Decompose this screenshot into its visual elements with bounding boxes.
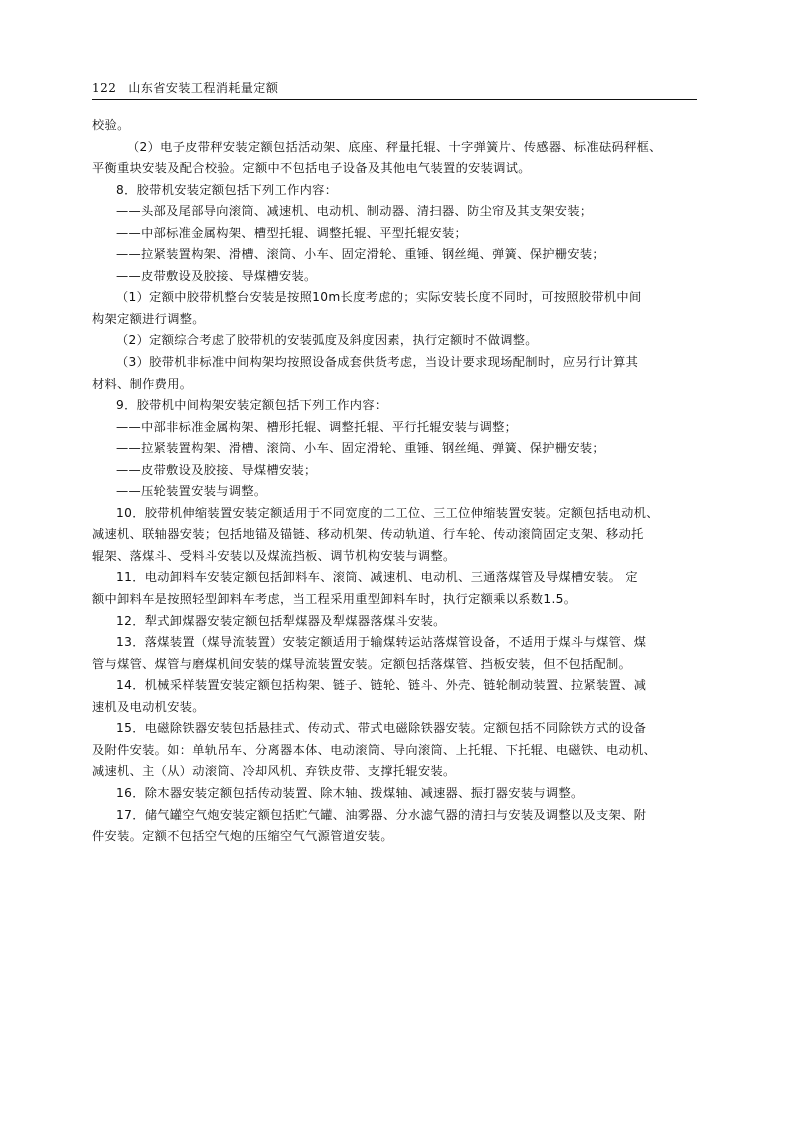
book-title: 山东省安装工程消耗量定额 bbox=[128, 81, 279, 95]
text-line: 9．胶带机中间构架安装定额包括下列工作内容： bbox=[116, 398, 388, 413]
text-line: （1）定额中胶带机整台安装是按照10m长度考虑的；实际安装长度不同时，可按照胶带机中间 bbox=[116, 290, 642, 305]
running-header bbox=[92, 80, 697, 100]
text-line: 16．除木器安装定额包括传动装置、除木轴、拨煤轴、减速器、振打器安装与调整。 bbox=[116, 785, 584, 800]
text-line: 减速机、联轴器安装；包括地锚及锚链、移动机架、传动轨道、行车轮、传动滚筒固定支架、移动托 bbox=[92, 527, 644, 542]
text-line: 减速机、主（从）动滚筒、冷却风机、弃铁皮带、支撑托辊安装。 bbox=[92, 764, 456, 779]
text-line: 辊架、落煤斗、受料斗安装以及煤流挡板、调节机构安装与调整。 bbox=[92, 548, 456, 563]
page-number: 122 bbox=[92, 81, 117, 95]
text-line: 材料、制作费用。 bbox=[92, 376, 193, 391]
text-line: 14．机械采样装置安装定额包括构架、链子、链轮、链斗、外壳、链轮制动装置、拉紧装置、减 bbox=[116, 678, 647, 693]
text-line: 13．落煤装置（煤导流装置）安装定额适用于输煤转运站落煤管设备，不适用于煤斗与煤管、煤 bbox=[116, 635, 647, 650]
text-line: ——皮带敷设及胶接、导煤槽安装。 bbox=[116, 268, 317, 283]
text-line: 平衡重块安装及配合校验。定额中不包括电子设备及其他电气装置的安装调试。 bbox=[92, 161, 531, 176]
text-line: 15．电磁除铁器安装包括悬挂式、传动式、带式电磁除铁器安装。定额包括不同除铁方式的设备 bbox=[116, 721, 647, 736]
text-line: ——头部及尾部导向滚筒、减速机、电动机、制动器、清扫器、防尘帘及其支架安装； bbox=[116, 204, 593, 219]
text-line: ——中部非标准金属构架、槽形托辊、调整托辊、平行托辊安装与调整； bbox=[116, 419, 518, 434]
text-line: 11．电动卸料车安装定额包括卸料车、滚筒、减速机、电动机、三通落煤管及导煤槽安装。 定 bbox=[116, 570, 638, 585]
text-line: 17．储气罐空气炮安装定额包括贮气罐、油雾器、分水滤气器的清扫与安装及调整以及支架、附 bbox=[116, 807, 647, 822]
text-line: ——压轮装置安装与调整。 bbox=[116, 484, 267, 499]
text-line: 12．犁式卸煤器安装定额包括犁煤器及犁煤器落煤斗安装。 bbox=[116, 613, 446, 628]
text-line: （3）胶带机非标准中间构架均按照设备成套供货考虑，当设计要求现场配制时，应另行计算其 bbox=[116, 355, 639, 370]
text-line: ——拉紧装置构架、滑槽、滚筒、小车、固定滑轮、重锤、钢丝绳、弹簧、保护栅安装； bbox=[116, 441, 605, 456]
text-line: ——中部标准金属构架、槽型托辊、调整托辊、平型托辊安装； bbox=[116, 225, 468, 240]
text-line: 校验。 bbox=[92, 118, 130, 132]
text-line: 构架定额进行调整。 bbox=[92, 311, 205, 326]
text-line: （2）定额综合考虑了胶带机的安装弧度及斜度因素，执行定额时不做调整。 bbox=[116, 333, 538, 348]
text-line: 速机及电动机安装。 bbox=[92, 699, 205, 714]
text-line: ——皮带敷设及胶接、导煤槽安装； bbox=[116, 462, 317, 477]
text-line: 及附件安装。如：单轨吊车、分离器本体、电动滚筒、导向滚筒、上托辊、下托辊、电磁铁、电动机、 bbox=[92, 742, 657, 757]
text-line: ——拉紧装置构架、滑槽、滚筒、小车、固定滑轮、重锤、钢丝绳、弹簧、保护栅安装； bbox=[116, 247, 605, 262]
text-line: 10．胶带机伸缩装置安装定额适用于不同宽度的二工位、三工位伸缩装置安装。定额包括电动机、 bbox=[116, 505, 659, 520]
text-line: 额中卸料车是按照轻型卸料车考虑，当工程采用重型卸料车时，执行定额乘以系数1.5。 bbox=[92, 592, 577, 607]
header-rule bbox=[92, 99, 697, 100]
text-line: 件安装。定额不包括空气炮的压缩空气气源管道安装。 bbox=[92, 829, 393, 844]
text-line: 8．胶带机安装定额包括下列工作内容： bbox=[116, 182, 338, 197]
text-line: （2）电子皮带秤安装定额包括活动架、底座、秤量托辊、十字弹簧片、传感器、标准砝码秤框、 bbox=[127, 139, 662, 154]
body-text bbox=[92, 115, 702, 848]
text-line: 管与煤管、煤管与磨煤机间安装的煤导流装置安装。定额包括落煤管、挡板安装，但不包括配制。 bbox=[92, 656, 632, 671]
